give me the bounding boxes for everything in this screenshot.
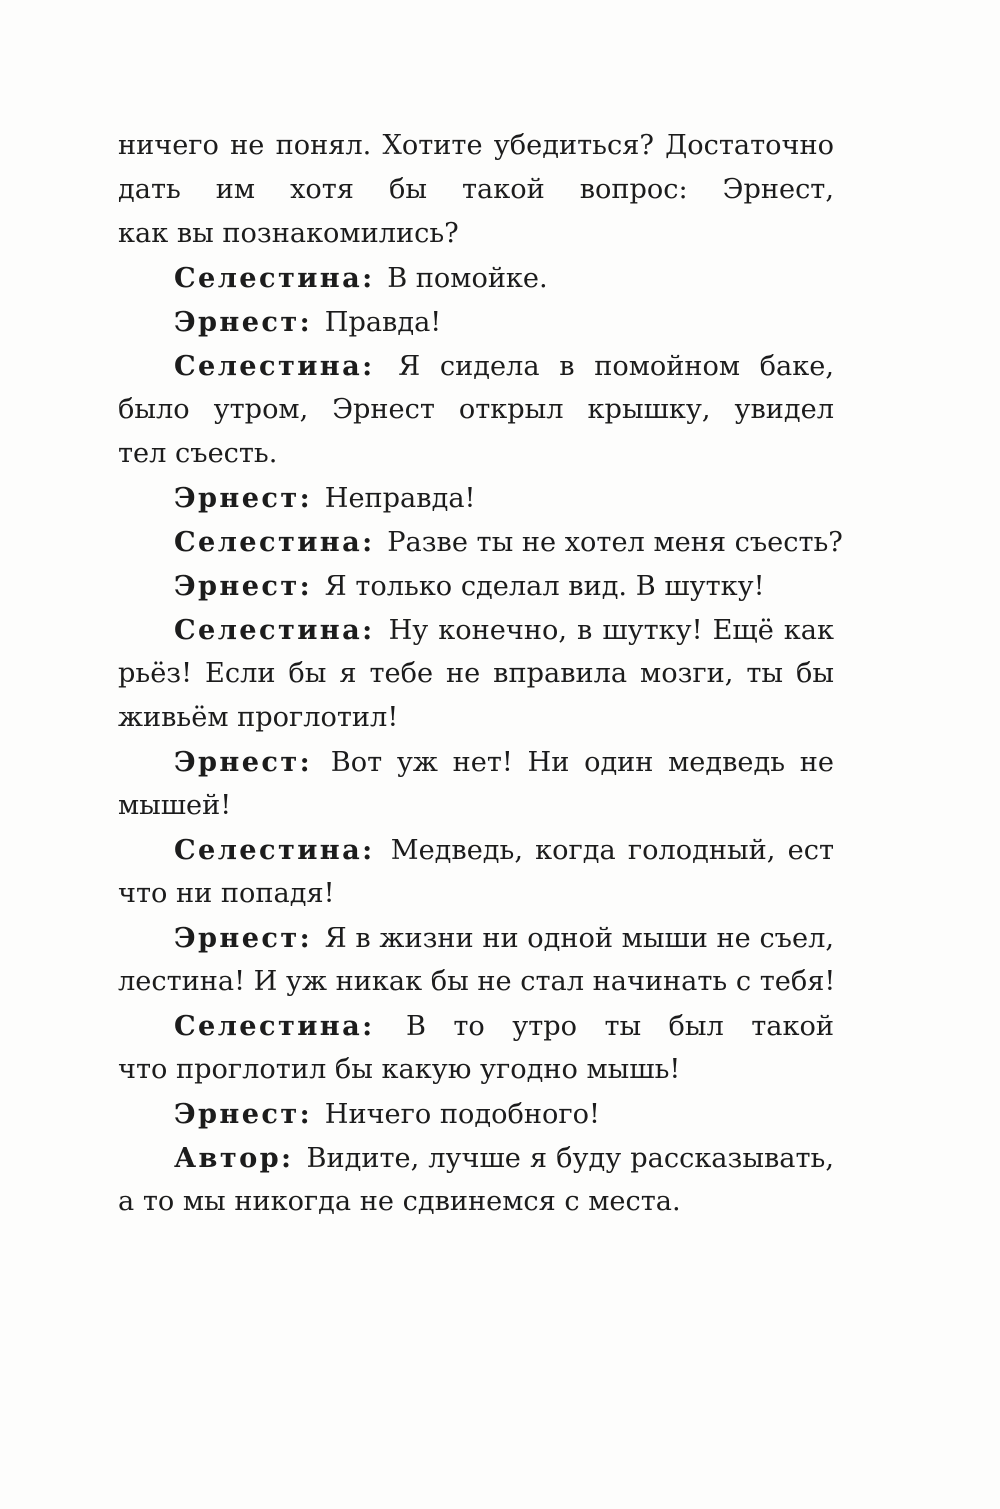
line-text: живьём проглотил! [118, 702, 399, 733]
text-line [118, 1048, 834, 1092]
text-line [118, 784, 834, 828]
line-text: Видите, лучше я буду рассказывать, [306, 1143, 834, 1174]
dialogue-line [118, 1092, 834, 1136]
line-text: мышей! [118, 790, 232, 821]
text-line [118, 168, 834, 212]
text-line [118, 960, 834, 1004]
speaker-name: Эрнест: [174, 1098, 313, 1130]
dialogue-line [118, 520, 843, 564]
speaker-name: Селестина: [174, 350, 375, 382]
line-text: Я в жизни ни одной мыши не съел, [324, 923, 834, 954]
dialogue-line [118, 1136, 834, 1180]
line-text: Ничего подобного! [324, 1099, 600, 1130]
line-text: ничего не понял. Хотите убедиться? Достаточно [118, 130, 834, 161]
text-line [118, 124, 834, 168]
line-text: В то утро ты был такой [405, 1011, 834, 1042]
line-text: Правда! [324, 307, 442, 338]
line-text: Разве ты не хотел меня съесть? [387, 527, 843, 558]
speaker-name: Эрнест: [174, 746, 313, 778]
text-line [118, 1180, 834, 1224]
dialogue-line [118, 344, 834, 388]
line-text: В помойке. [387, 263, 548, 294]
text-line [118, 212, 834, 256]
line-text: тел съесть. [118, 438, 278, 469]
speaker-name: Эрнест: [174, 570, 313, 602]
line-text: Неправда! [324, 483, 476, 514]
page-text [118, 124, 843, 1224]
text-line [118, 696, 834, 740]
text-line [118, 388, 834, 432]
line-text: как вы познакомились? [118, 218, 459, 249]
dialogue-line [118, 476, 834, 520]
line-text: Ну конечно, в шутку! Ещё как [388, 615, 834, 646]
speaker-name: Селестина: [174, 1010, 375, 1042]
speaker-name: Автор: [174, 1142, 294, 1174]
dialogue-line [118, 828, 834, 872]
line-text: дать им хотя бы такой вопрос: Эрнест, [118, 174, 834, 205]
speaker-name: Селестина: [174, 526, 375, 558]
speaker-name: Эрнест: [174, 482, 313, 514]
dialogue-line [118, 256, 834, 300]
dialogue-line [118, 916, 834, 960]
dialogue-line [118, 608, 834, 652]
speaker-name: Селестина: [174, 262, 375, 294]
speaker-name: Селестина: [174, 834, 375, 866]
line-text: Я только сделал вид. В шутку! [324, 571, 765, 602]
line-text: Медведь, когда голодный, ест [390, 835, 834, 866]
speaker-name: Эрнест: [174, 306, 313, 338]
speaker-name: Эрнест: [174, 922, 313, 954]
text-line [118, 652, 834, 696]
line-text: Я сидела в помойном баке, [398, 351, 834, 382]
line-text: что ни попадя! [118, 878, 335, 909]
dialogue-line [118, 1004, 834, 1048]
text-line [118, 432, 834, 476]
line-text: Вот уж нет! Ни один медведь не [330, 747, 834, 778]
dialogue-line [118, 564, 834, 608]
line-text: а то мы никогда не сдвинемся с места. [118, 1186, 681, 1217]
text-line [118, 872, 834, 916]
line-text: что проглотил бы какую угодно мышь! [118, 1054, 681, 1085]
line-text: лестина! И уж никак бы не стал начинать с тебя! [118, 966, 836, 997]
dialogue-line [118, 740, 834, 784]
dialogue-line [118, 300, 834, 344]
speaker-name: Селестина: [174, 614, 375, 646]
line-text: рьёз! Если бы я тебе не вправила мозги, ты бы [118, 658, 834, 689]
line-text: было утром, Эрнест открыл крышку, увидел [118, 394, 834, 425]
